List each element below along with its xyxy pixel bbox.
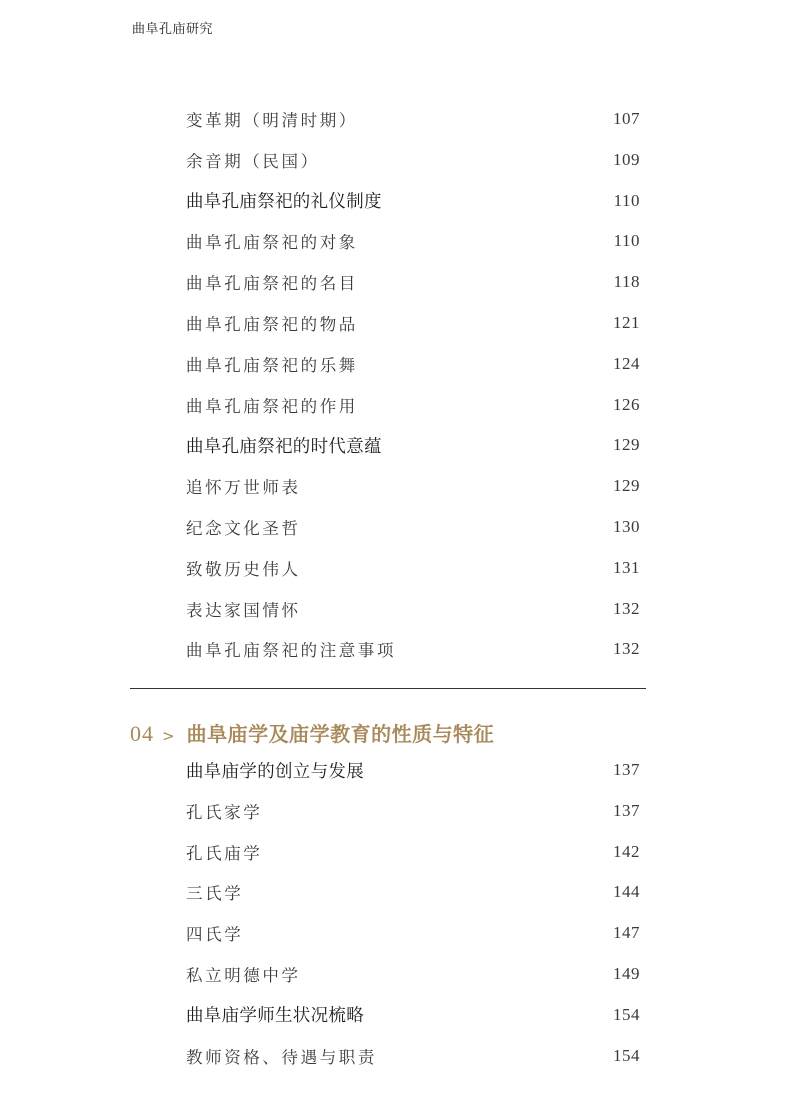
toc-entry-title: 曲阜孔庙祭祀的礼仪制度 [186, 192, 382, 213]
toc-entry-page: 109 [613, 149, 640, 169]
toc-entry-title: 纪念文化圣哲 [186, 519, 301, 538]
toc-entry[interactable] [186, 920, 640, 946]
toc-entry[interactable] [186, 839, 640, 865]
toc-entry-page: 130 [613, 517, 640, 536]
toc-entry[interactable] [186, 596, 640, 622]
running-header: 曲阜孔庙研究 [132, 22, 214, 37]
toc-entry-page: 147 [613, 923, 640, 943]
toc-entry[interactable] [186, 269, 640, 295]
toc-entry[interactable] [186, 1002, 640, 1028]
toc-entry-title: 私立明德中学 [186, 966, 301, 985]
toc-entry-title: 曲阜孔庙祭祀的乐舞 [186, 355, 358, 375]
chapter-arrow-icon: > [162, 727, 175, 745]
toc-entry[interactable] [186, 514, 640, 540]
toc-entry[interactable] [186, 106, 640, 132]
toc-entry[interactable] [186, 879, 640, 905]
toc-entry-title: 教师资格、待遇与职责 [186, 1047, 377, 1067]
toc-entry-page: 149 [613, 964, 640, 983]
toc-entry[interactable] [186, 147, 640, 173]
toc-entry-title: 四氏学 [186, 925, 244, 945]
toc-entry[interactable] [186, 432, 640, 458]
toc-entry-page: 131 [613, 557, 640, 577]
toc-entry-title: 追怀万世师表 [186, 478, 301, 498]
toc-entry[interactable] [186, 392, 640, 418]
toc-entry[interactable] [186, 228, 640, 254]
toc-entry-title: 余音期（民国） [186, 151, 320, 171]
toc-entry-page: 132 [613, 598, 640, 618]
toc-entry[interactable] [186, 310, 640, 336]
toc-entry-title: 曲阜庙学的创立与发展 [186, 761, 364, 782]
toc-entry-title: 曲阜孔庙祭祀的作用 [186, 396, 358, 416]
toc-entry[interactable] [186, 1043, 640, 1069]
toc-entry-page: 137 [613, 760, 640, 779]
toc-entry-title: 孔氏庙学 [186, 843, 263, 863]
section-divider [130, 688, 646, 689]
toc-entry-title: 曲阜庙学师生状况梳略 [186, 1006, 364, 1027]
toc-entry-title: 曲阜孔庙祭祀的物品 [186, 315, 358, 334]
toc-entry-page: 132 [613, 639, 640, 659]
toc-entry-page: 107 [613, 109, 640, 128]
toc-entry[interactable] [186, 798, 640, 824]
toc-entry[interactable] [186, 555, 640, 581]
chapter-number: 04 [130, 721, 154, 746]
toc-entry-title: 曲阜孔庙祭祀的对象 [186, 233, 358, 253]
toc-entry-title: 致敬历史伟人 [186, 559, 301, 579]
toc-entry[interactable] [186, 351, 640, 377]
toc-entry-page: 154 [613, 1045, 640, 1065]
toc-entry-page: 121 [613, 313, 640, 332]
toc-entry-title: 曲阜孔庙祭祀的注意事项 [186, 641, 397, 661]
toc-entry-page: 129 [613, 476, 640, 496]
toc-entry-title: 表达家国情怀 [186, 600, 301, 620]
toc-entry-page: 129 [613, 435, 640, 455]
toc-entry-title: 三氏学 [186, 884, 244, 904]
toc-entry-page: 142 [613, 841, 640, 861]
toc-entry[interactable] [186, 636, 640, 662]
toc-entry-title: 变革期（明清时期） [186, 111, 358, 130]
toc-entry-page: 110 [613, 231, 640, 251]
toc-entry-page: 144 [613, 882, 640, 902]
chapter-heading[interactable] [130, 718, 494, 747]
toc-entry-title: 孔氏家学 [186, 802, 263, 822]
toc-entry-title: 曲阜孔庙祭祀的名目 [186, 274, 358, 294]
toc-entry-title: 曲阜孔庙祭祀的时代意蕴 [186, 436, 382, 457]
toc-entry[interactable] [186, 757, 640, 783]
toc-entry[interactable] [186, 188, 640, 214]
toc-entry[interactable] [186, 473, 640, 499]
toc-entry-page: 110 [613, 190, 640, 210]
toc-entry-page: 118 [613, 272, 640, 292]
toc-entry-page: 154 [613, 1004, 640, 1024]
toc-entry-page: 137 [613, 800, 640, 820]
toc-entry[interactable] [186, 961, 640, 987]
toc-entry-page: 124 [613, 353, 640, 373]
chapter-title: 曲阜庙学及庙学教育的性质与特征 [186, 722, 495, 746]
toc-entry-page: 126 [613, 394, 640, 414]
